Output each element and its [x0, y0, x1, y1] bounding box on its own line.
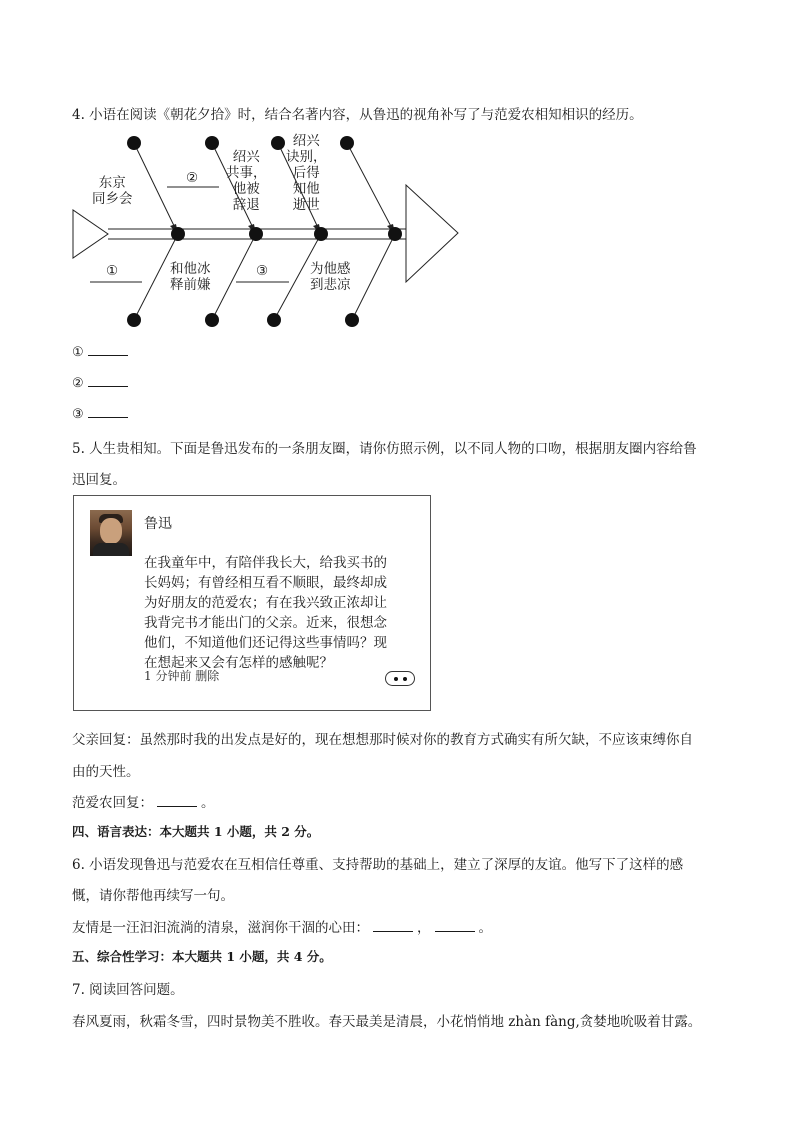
- post-author-name: 鲁迅: [144, 516, 172, 532]
- q6-blank-1[interactable]: [373, 919, 413, 932]
- more-options-button[interactable]: [385, 671, 415, 686]
- avatar: [90, 510, 132, 556]
- post-text-line: 在想起来又会有怎样的感触呢？: [144, 655, 333, 671]
- fishbone-blank-2: ②: [186, 170, 199, 186]
- fishbone-shaoxing-work: 绍兴 共事， 他被 辞退: [226, 149, 267, 213]
- answer-1: ①: [72, 343, 132, 360]
- q6-line3: 友情是一汪汩汩流淌的清泉，滋润你干涸的心田： ， 。: [72, 920, 492, 936]
- q7-question: 7. 阅读回答问题。: [72, 982, 184, 998]
- fishbone-diagram: [70, 130, 470, 330]
- fan-reply-blank[interactable]: [157, 794, 197, 807]
- post-text-line: 他们，不知道他们还记得这些事情吗？现: [144, 635, 387, 651]
- post-time-delete: 1 分钟前 删除: [144, 669, 220, 683]
- q6-blank-2[interactable]: [435, 919, 475, 932]
- fishbone-blank-3: ③: [256, 263, 269, 279]
- post-text-line: 长妈妈；有曾经相互看不顺眼，最终却成: [144, 575, 387, 591]
- post-text-line: 在我童年中，有陪伴我长大，给我买书的: [144, 555, 387, 571]
- fishbone-reconcile: 和他冰 释前嫌: [170, 261, 211, 293]
- section-4-heading: 四、语言表达：本大题共 1 小题，共 2 分。: [72, 824, 320, 839]
- moments-post-card: [73, 495, 431, 711]
- q5-question-line2: 迅回复。: [72, 472, 126, 488]
- fishbone-sad: 为他感 到悲凉: [310, 261, 351, 293]
- fan-reply: 范爱农回复： 。: [72, 795, 215, 811]
- fishbone-blank-1: ①: [106, 263, 119, 279]
- post-text-line: 为好朋友的范爱农；有在我兴致正浓却让: [144, 595, 387, 611]
- fishbone-lines: [70, 130, 470, 330]
- fishbone-tokyo: 东京 同乡会: [92, 175, 133, 207]
- answer-2-blank[interactable]: [88, 374, 128, 387]
- father-reply-line1: 父亲回复：虽然那时我的出发点是好的，现在想想那时候对你的教育方式确实有所欠缺，不应该束缚你自: [72, 732, 693, 748]
- fishbone-shaoxing-farewell: 绍兴 诀别， 后得 知他 逝世: [286, 133, 327, 213]
- q6-line2: 慨，请你帮他再续写一句。: [72, 888, 234, 904]
- answer-3: ③: [72, 405, 132, 422]
- q4-question: 4. 小语在阅读《朝花夕拾》时，结合名著内容，从鲁迅的视角补写了与范爱农相知相识的经历。: [72, 107, 643, 123]
- post-text-line: 我背完书才能出门的父亲。近来，很想念: [144, 615, 387, 631]
- q6-line1: 6. 小语发现鲁迅与范爱农在互相信任尊重、支持帮助的基础上，建立了深厚的友谊。他写下了这样的感: [72, 857, 684, 873]
- answer-1-blank[interactable]: [88, 343, 128, 356]
- section-5-heading: 五、综合性学习：本大题共 1 小题，共 4 分。: [72, 949, 332, 964]
- q7-passage: 春风夏雨，秋霜冬雪，四时景物美不胜收。春天最美是清晨，小花悄悄地 zhàn fàng,贪婪地吮吸着甘露。: [72, 1014, 702, 1030]
- answer-3-blank[interactable]: [88, 405, 128, 418]
- answer-2: ②: [72, 374, 132, 391]
- father-reply-line2: 由的天性。: [72, 764, 140, 780]
- q5-question-line1: 5. 人生贵相知。下面是鲁迅发布的一条朋友圈，请你仿照示例，以不同人物的口吻，根据朋友圈内容给鲁: [72, 441, 697, 457]
